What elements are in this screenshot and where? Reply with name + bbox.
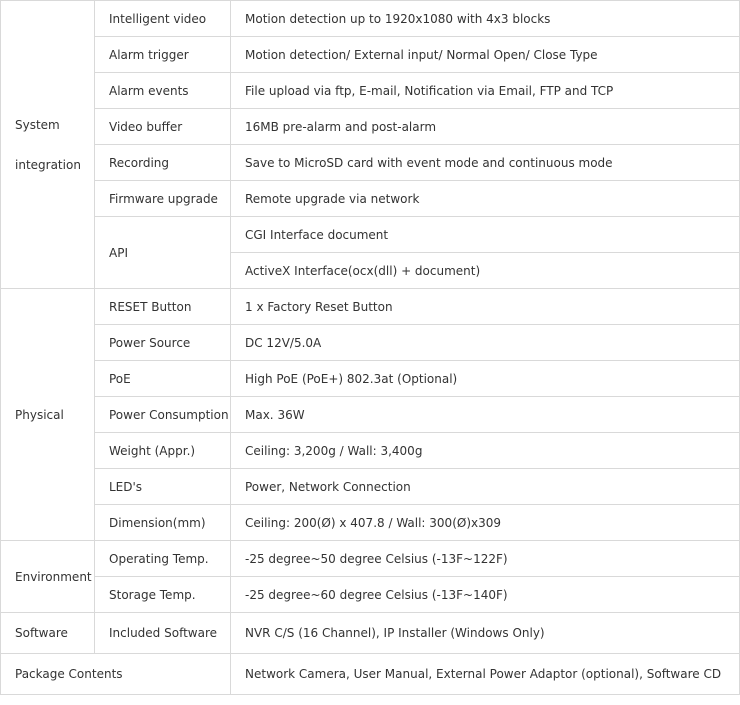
spec-value: ActiveX Interface(ocx(dll) + document) — [231, 253, 740, 289]
table-row — [1, 109, 740, 145]
spec-value: Motion detection/ External input/ Normal Open/ Close Type — [231, 37, 740, 73]
spec-value: High PoE (PoE+) 802.3at (Optional) — [231, 361, 740, 397]
spec-label: Dimension(mm) — [95, 505, 231, 541]
spec-value: Ceiling: 200(Ø) x 407.8 / Wall: 300(Ø)x309 — [231, 505, 740, 541]
spec-label: API — [95, 217, 231, 289]
spec-label: Storage Temp. — [95, 577, 231, 613]
table-row — [1, 469, 740, 505]
spec-label: Included Software — [95, 613, 231, 654]
spec-value: File upload via ftp, E-mail, Notification via Email, FTP and TCP — [231, 73, 740, 109]
category-environment: Environment — [1, 541, 95, 613]
spec-value: 1 x Factory Reset Button — [231, 289, 740, 325]
spec-value: Ceiling: 3,200g / Wall: 3,400g — [231, 433, 740, 469]
spec-label: Alarm trigger — [95, 37, 231, 73]
category-label: integration — [15, 157, 81, 172]
table-row — [1, 145, 740, 181]
spec-label: Firmware upgrade — [95, 181, 231, 217]
spec-value: CGI Interface document — [231, 217, 740, 253]
table-row — [1, 397, 740, 433]
category-package-contents: Package Contents — [1, 654, 231, 695]
spec-label: Power Consumption — [95, 397, 231, 433]
spec-label: Video buffer — [95, 109, 231, 145]
spec-value: Max. 36W — [231, 397, 740, 433]
table-row — [1, 613, 740, 654]
table-row — [1, 361, 740, 397]
table-row — [1, 325, 740, 361]
spec-label: Weight (Appr.) — [95, 433, 231, 469]
spec-value: Motion detection up to 1920x1080 with 4x3 blocks — [231, 1, 740, 37]
spec-label: RESET Button — [95, 289, 231, 325]
table-row — [1, 541, 740, 577]
table-row — [1, 505, 740, 541]
spec-value: 16MB pre-alarm and post-alarm — [231, 109, 740, 145]
spec-value: -25 degree~50 degree Celsius (-13F~122F) — [231, 541, 740, 577]
spec-value: -25 degree~60 degree Celsius (-13F~140F) — [231, 577, 740, 613]
spec-label: Operating Temp. — [95, 541, 231, 577]
table-row — [1, 289, 740, 325]
spec-value: Power, Network Connection — [231, 469, 740, 505]
category-label: System — [15, 117, 60, 132]
table-row — [1, 1, 740, 37]
spec-label: Recording — [95, 145, 231, 181]
spec-label: LED's — [95, 469, 231, 505]
spec-label: Intelligent video — [95, 1, 231, 37]
category-physical: Physical — [1, 289, 95, 541]
spec-value: NVR C/S (16 Channel), IP Installer (Windows Only) — [231, 613, 740, 654]
table-row — [1, 577, 740, 613]
table-row — [1, 217, 740, 253]
spec-value: Save to MicroSD card with event mode and continuous mode — [231, 145, 740, 181]
table-row — [1, 37, 740, 73]
table-row — [1, 654, 740, 695]
spec-label: Alarm events — [95, 73, 231, 109]
spec-value: Remote upgrade via network — [231, 181, 740, 217]
table-row — [1, 433, 740, 469]
category-software: Software — [1, 613, 95, 654]
spec-value: DC 12V/5.0A — [231, 325, 740, 361]
spec-value: Network Camera, User Manual, External Power Adaptor (optional), Software CD — [231, 654, 740, 695]
spec-label: PoE — [95, 361, 231, 397]
table-row — [1, 181, 740, 217]
category-system-integration — [1, 1, 95, 289]
spec-label: Power Source — [95, 325, 231, 361]
table-row — [1, 73, 740, 109]
